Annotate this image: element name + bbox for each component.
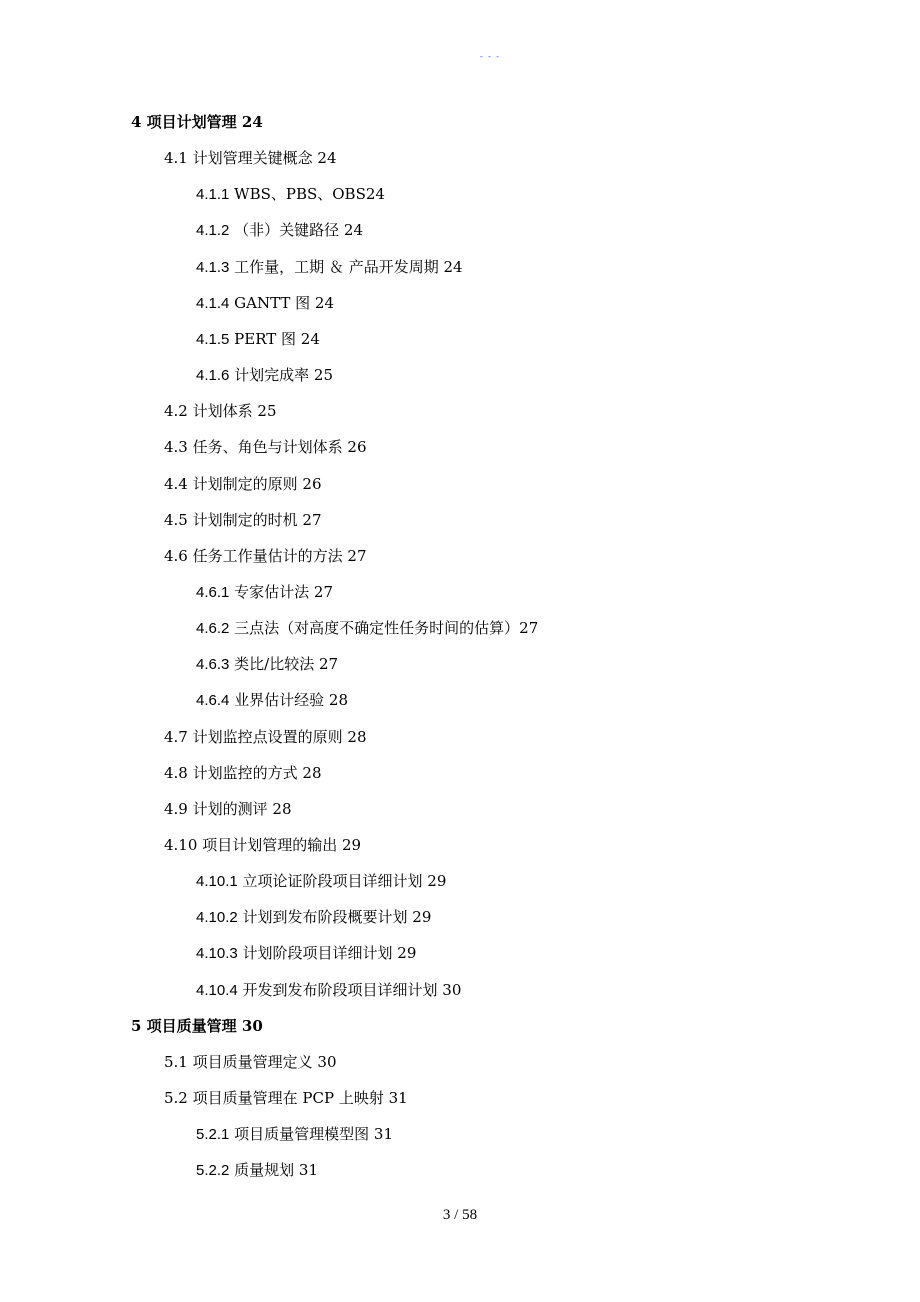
toc-entry-title: 质量规划 31	[234, 1161, 319, 1180]
toc-entry[interactable]	[196, 654, 338, 675]
toc-entry-number: 4.1.6	[196, 367, 230, 385]
toc-entry-number: 4.6.4	[196, 692, 230, 710]
toc-entry-title: 计划阶段项目详细计划 29	[242, 944, 417, 963]
toc-entry-number: 4.10.3	[196, 945, 238, 963]
toc-entry-title: 项目质量管理模型图 31	[234, 1125, 394, 1144]
toc-entry[interactable]	[164, 799, 292, 819]
toc-entry[interactable]	[164, 727, 367, 747]
toc-entry[interactable]	[196, 980, 461, 1001]
toc-entry-title: 计划的测评 28	[192, 799, 292, 818]
toc-entry-number: 5.2.1	[196, 1126, 230, 1144]
toc-entry-number: 5	[131, 1016, 142, 1035]
toc-entry-number: 4.2	[164, 402, 188, 421]
toc-entry[interactable]	[196, 184, 385, 205]
toc-entry[interactable]	[196, 907, 431, 928]
toc-entry[interactable]	[164, 437, 367, 457]
toc-entry-number: 4.9	[164, 799, 188, 818]
toc-entry-number: 4.8	[164, 763, 188, 782]
toc-entry[interactable]	[131, 112, 263, 132]
toc-entry[interactable]	[196, 1124, 393, 1145]
toc-entry[interactable]	[196, 257, 463, 278]
toc-entry[interactable]	[164, 546, 367, 566]
toc-entry-number: 5.2.2	[196, 1162, 230, 1180]
toc-entry-title: 专家估计法 27	[234, 582, 334, 601]
toc-entry-title: 计划监控点设置的原则 28	[192, 727, 367, 746]
toc-entry[interactable]	[196, 690, 348, 711]
toc-entry[interactable]	[164, 148, 337, 168]
toc-entry-title: 计划体系 25	[192, 402, 277, 421]
toc-entry-title: 计划监控的方式 28	[192, 763, 322, 782]
toc-entry[interactable]	[164, 401, 277, 421]
toc-entry-number: 4.6.2	[196, 620, 230, 638]
toc-entry-title: 计划制定的时机 27	[192, 510, 322, 529]
toc-entry-title: 任务工作量估计的方法 27	[192, 546, 367, 565]
toc-entry-title: 计划制定的原则 26	[192, 474, 322, 493]
toc-entry-title: 计划管理关键概念 24	[192, 149, 337, 168]
toc-entry[interactable]	[164, 510, 322, 530]
toc-entry-number: 4.10	[164, 836, 198, 854]
toc-entry[interactable]	[196, 943, 416, 964]
toc-entry-number: 4.1.4	[196, 294, 230, 312]
toc-entry-number: 4.1	[164, 149, 188, 168]
toc-entry[interactable]	[196, 220, 363, 241]
toc-entry[interactable]	[196, 618, 538, 639]
toc-entry-number: 4.10.2	[196, 909, 238, 927]
toc-entry-title: PERT 图 24	[234, 329, 320, 348]
toc-entry-number: 4.6.3	[196, 656, 230, 674]
toc-entry-title: WBS、PBS、OBS24	[234, 185, 385, 204]
toc-entry-title: 项目计划管理 24	[146, 113, 263, 131]
toc-entry-number: 4.1.3	[196, 258, 230, 276]
toc-entry-number: 4.1.5	[196, 330, 230, 348]
page-number: 3 / 58	[442, 1207, 478, 1223]
toc-entry[interactable]	[164, 474, 322, 494]
toc-entry-title: 工作量，工期 ＆ 产品开发周期 24	[234, 257, 463, 276]
toc-entry-title: 项目计划管理的输出 29	[202, 836, 362, 854]
toc-entry-title: （非）关键路径 24	[234, 221, 364, 240]
toc-entry-number: 4.10.1	[196, 873, 238, 891]
toc-entry-number: 5.1	[164, 1052, 188, 1071]
toc-entry-number: 4.5	[164, 510, 188, 529]
toc-entry[interactable]	[196, 329, 320, 350]
toc-entry-title: 立项论证阶段项目详细计划 29	[242, 872, 447, 891]
toc-entry[interactable]	[131, 1016, 263, 1036]
toc-entry-title: GANTT 图 24	[234, 293, 335, 312]
toc-entry[interactable]	[164, 835, 361, 855]
toc-entry-title: 开发到发布阶段项目详细计划 30	[242, 980, 462, 999]
toc-entry-number: 4.1.2	[196, 222, 230, 240]
toc-entry[interactable]	[196, 871, 446, 892]
toc-entry-title: 业界估计经验 28	[234, 691, 349, 710]
toc-entry-title: 任务、角色与计划体系 26	[192, 438, 367, 457]
toc-entry[interactable]	[196, 1160, 318, 1181]
toc-entry[interactable]	[164, 1052, 337, 1072]
toc-entry-title: 项目质量管理 30	[146, 1016, 263, 1035]
toc-entry[interactable]	[196, 293, 334, 314]
header-mark: - - -	[479, 52, 501, 62]
toc-entry-number: 4.7	[164, 727, 188, 746]
toc-entry-number: 4.4	[164, 474, 188, 493]
toc-entry-number: 4.3	[164, 438, 188, 457]
toc-entry-title: 项目质量管理定义 30	[192, 1052, 337, 1071]
toc-entry-title: 项目质量管理在 PCP 上映射 31	[192, 1089, 408, 1108]
toc-entry-number: 4	[131, 113, 142, 131]
toc-entry-number: 4.6	[164, 546, 188, 565]
toc-entry-number: 4.6.1	[196, 583, 230, 601]
toc-entry[interactable]	[196, 582, 333, 603]
toc-entry-number: 4.1.1	[196, 186, 230, 204]
toc-entry-title: 计划到发布阶段概要计划 29	[242, 908, 432, 927]
toc-entry[interactable]	[164, 1088, 408, 1108]
toc-entry-number: 4.10.4	[196, 981, 238, 999]
toc-entry-title: 三点法（对高度不确定性任务时间的估算）27	[234, 619, 539, 638]
toc-entry[interactable]	[164, 763, 322, 783]
toc-entry-number: 5.2	[164, 1089, 188, 1108]
toc-entry-title: 计划完成率 25	[234, 366, 334, 385]
toc-entry-title: 类比/比较法 27	[234, 655, 339, 674]
toc-entry[interactable]	[196, 365, 333, 386]
